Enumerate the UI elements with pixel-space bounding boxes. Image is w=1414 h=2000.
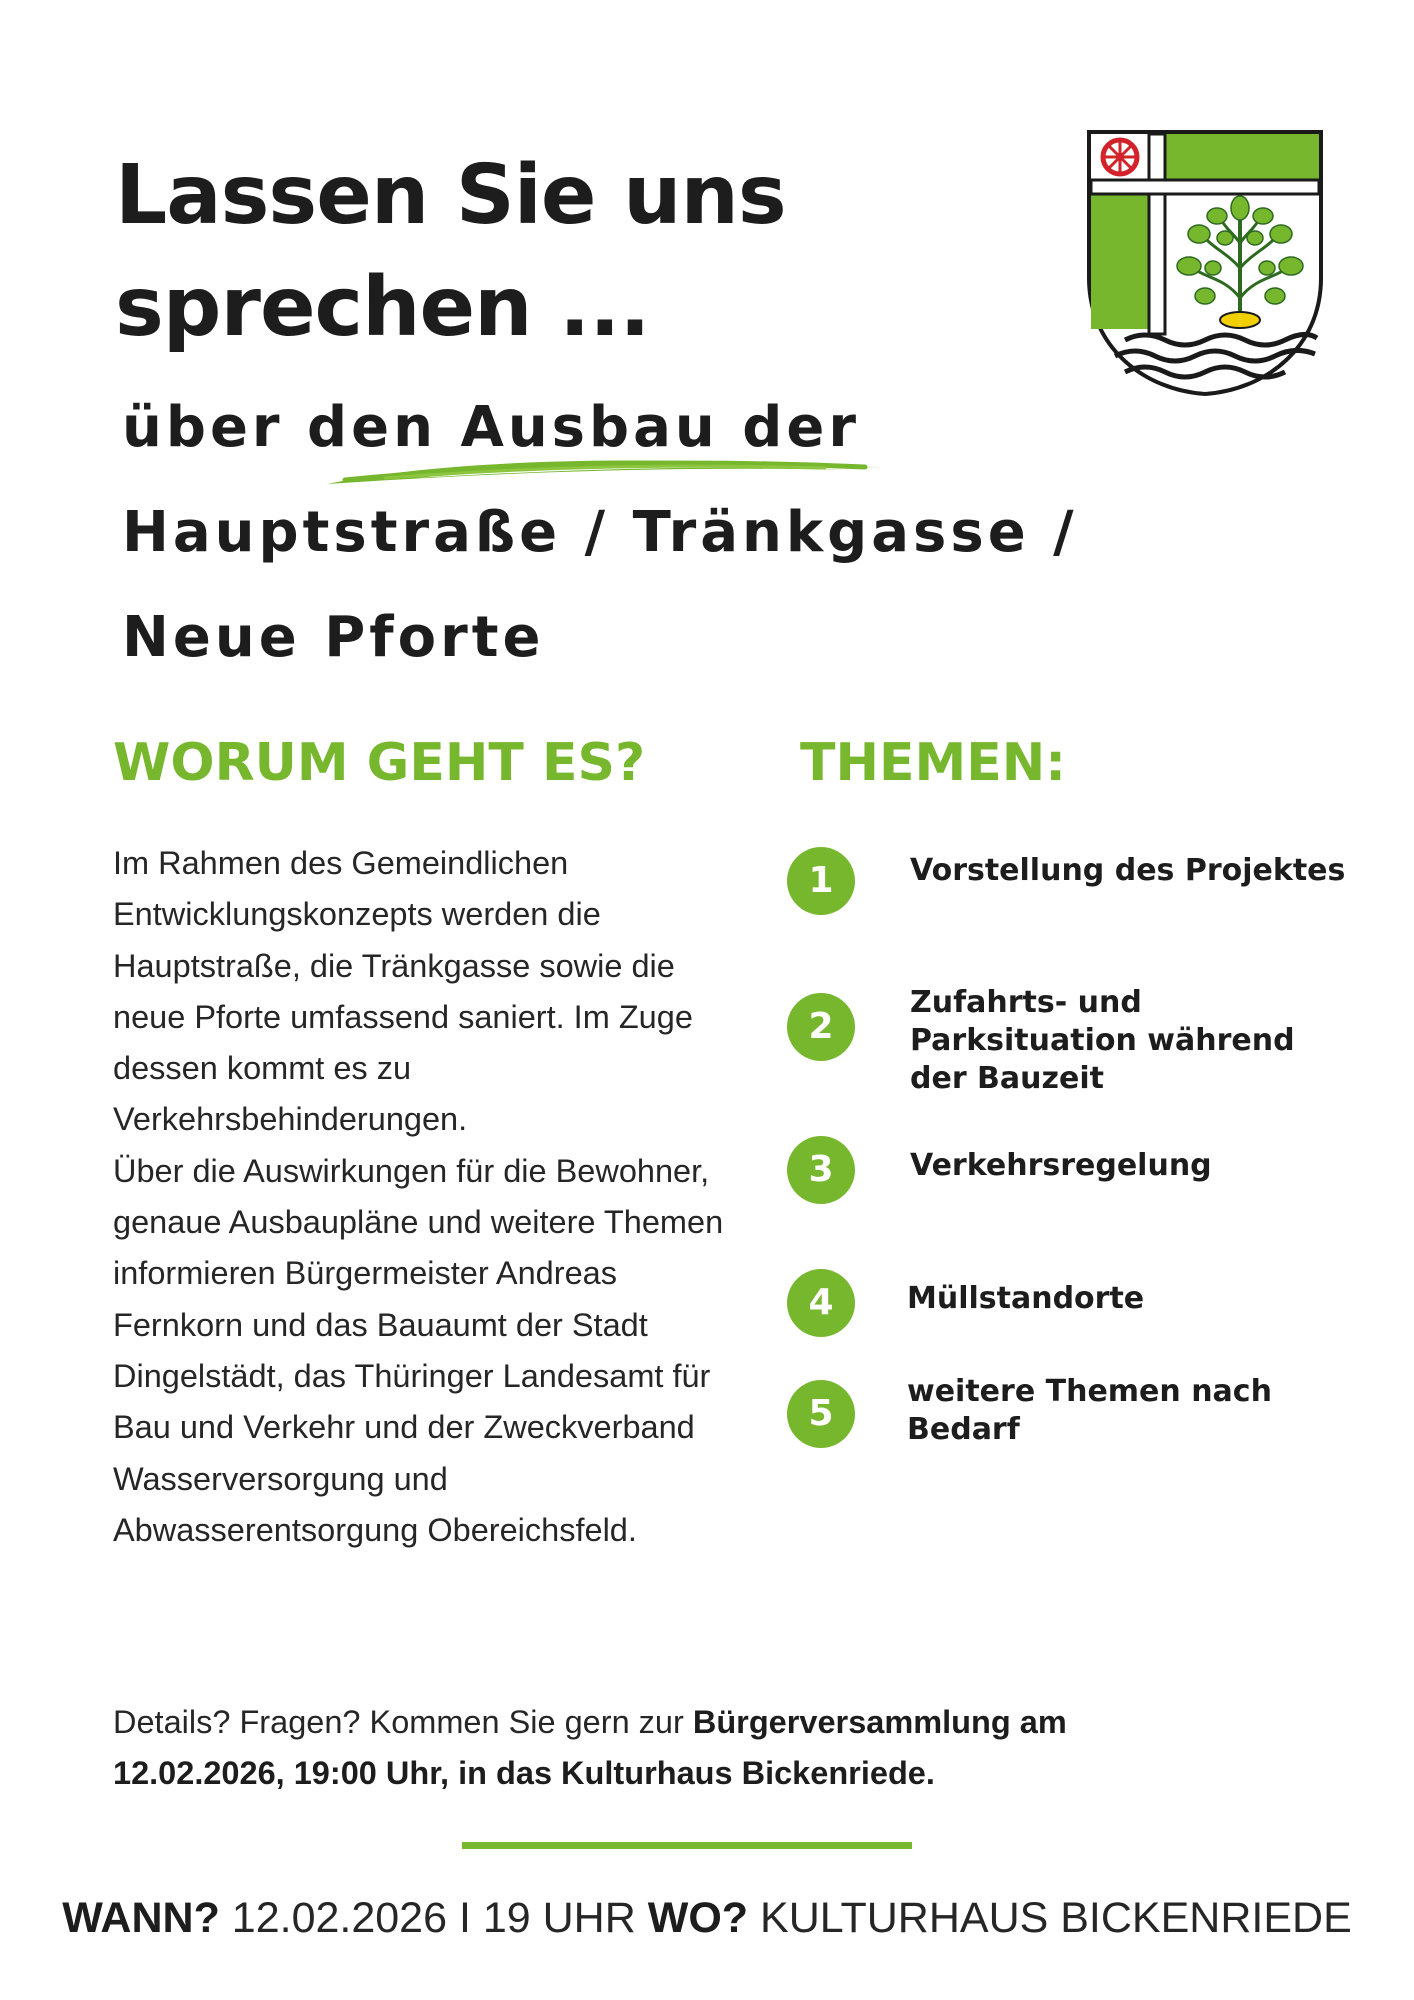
subtitle-line-1: über den Ausbau der xyxy=(122,395,860,460)
topic-label: weitere Themen nach Bedarf xyxy=(907,1374,1272,1447)
topic-number-badge: 4 xyxy=(787,1269,855,1337)
where-label: WO? xyxy=(647,1894,749,1942)
section-heading-themen: THEMEN: xyxy=(800,733,1067,793)
topic-item-1 xyxy=(787,847,1347,927)
details-bold-line-1: Bürgerversammlung am xyxy=(692,1704,1067,1740)
topic-number-badge: 5 xyxy=(787,1380,855,1448)
title-line-1: Lassen Sie uns xyxy=(115,148,786,243)
topic-label: Verkehrsregelung xyxy=(910,1148,1212,1183)
topic-number-badge: 3 xyxy=(787,1136,855,1204)
intro-text xyxy=(113,838,733,1556)
coat-of-arms-icon xyxy=(1085,128,1325,398)
page-title xyxy=(115,140,875,364)
topic-number-badge: 2 xyxy=(787,993,855,1061)
details-bold-line-2: 12.02.2026, 19:00 Uhr, in das Kulturhaus Bickenriede. xyxy=(113,1755,935,1791)
topic-label: Vorstellung des Projektes xyxy=(910,853,1346,888)
divider-line xyxy=(462,1842,912,1849)
section-heading-worum: WORUM GEHT ES? xyxy=(113,733,646,793)
details-text xyxy=(113,1697,1263,1799)
topic-item-5 xyxy=(787,1374,1347,1460)
topic-item-2 xyxy=(787,985,1347,1096)
details-prefix: Details? Fragen? Kommen Sie gern zur xyxy=(113,1704,693,1740)
intro-paragraph-2: Über die Auswirkungen für die Bewohner, genaue Ausbaupläne und weitere Themen informieren Bürgermeister Andreas Fernkorn und das Bauaumt der Stadt Dingelstädt, das Thüringer Landesamt für Bau und Verkehr und der Zweckverband Wasserversorgung und Abwasserentsorgung Obereichsfeld. xyxy=(113,1152,724,1548)
topic-number-badge: 1 xyxy=(787,847,855,915)
where-value: KULTURHAUS BICKENRIEDE xyxy=(748,1894,1352,1942)
page-subtitle xyxy=(122,375,1272,690)
topic-label: Müllstandorte xyxy=(907,1281,1145,1316)
subtitle-line-3: Neue Pforte xyxy=(122,605,545,670)
subtitle-line-2: Hauptstraße / Tränkgasse / xyxy=(122,500,1078,565)
when-label: WANN? xyxy=(62,1894,220,1942)
title-line-2: sprechen ... xyxy=(115,260,650,355)
topic-item-3 xyxy=(787,1136,1347,1216)
event-footer xyxy=(0,1888,1414,1948)
topic-label: Zufahrts- und Parksituation während der Bauzeit xyxy=(910,985,1295,1096)
intro-paragraph-1: Im Rahmen des Gemeindlichen Entwicklungskonzepts werden die Hauptstraße, die Tränkgasse sowie die neue Pforte umfassend saniert. Im Zuge dessen kommt es zu Verkehrsbehinderungen. xyxy=(113,845,693,1138)
topic-item-4 xyxy=(787,1269,1347,1349)
when-value: 12.02.2026 I 19 UHR xyxy=(219,1894,648,1942)
